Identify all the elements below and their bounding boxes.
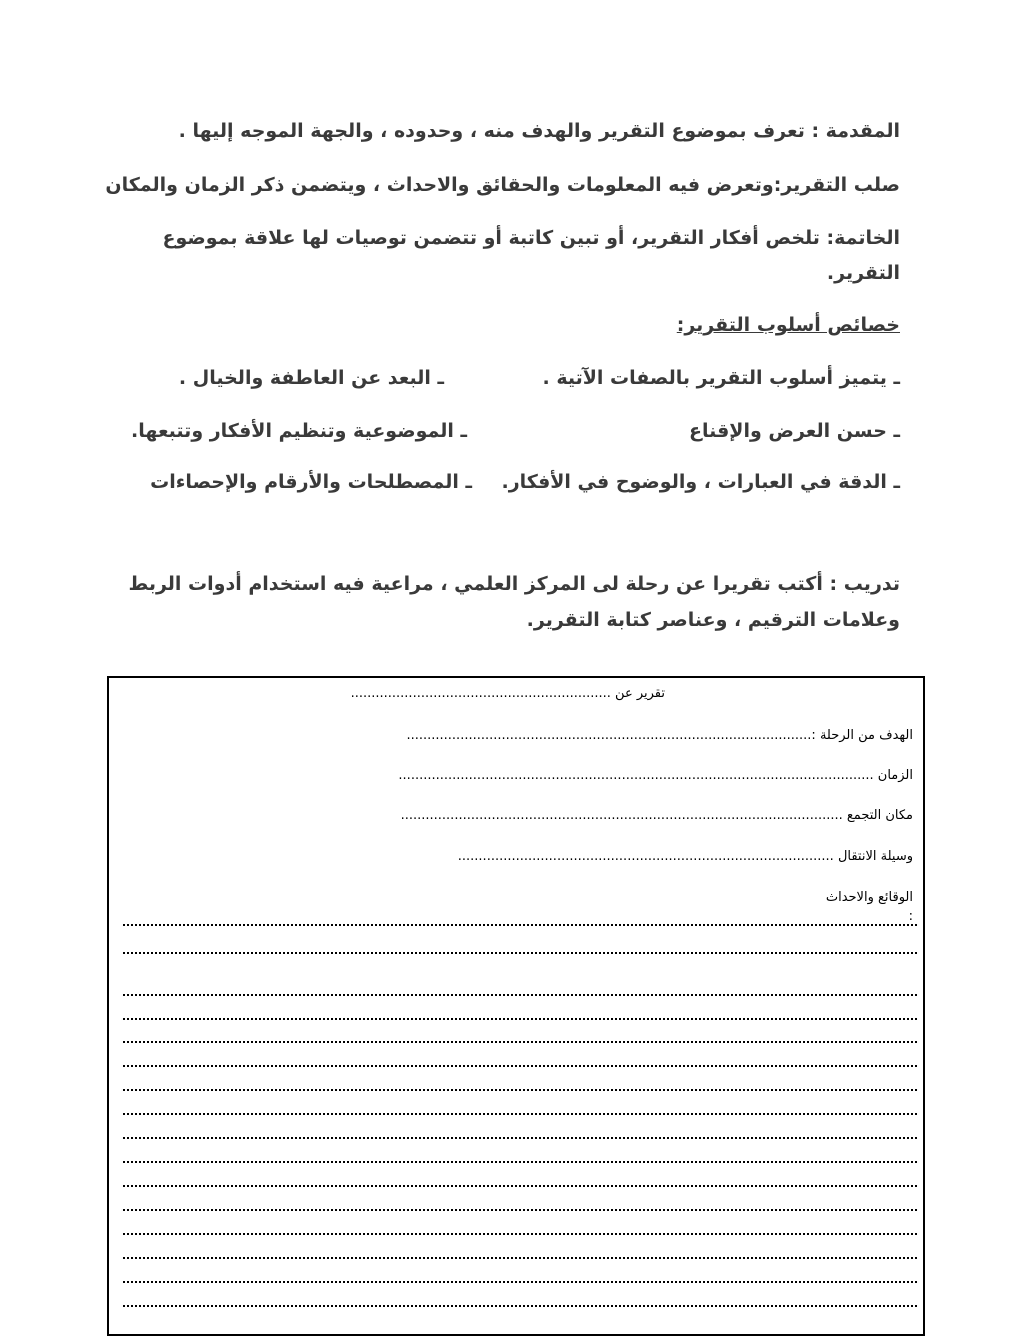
exercise-line-1: تدريب : أكتب تقريرا عن رحلة لى المركز العلمي ، مراعية فيه استخدام أدوات الربط — [128, 573, 900, 595]
conclusion-line-1: الخاتمة: تلخص أفكار التقرير، أو تبين كاتبة أو تتضمن توصيات لها علاقة بموضوع — [162, 227, 900, 249]
feature-1a: ـ يتميز أسلوب التقرير بالصفات الآتية . — [542, 367, 900, 389]
answer-line[interactable] — [123, 1055, 917, 1067]
form-place[interactable]: مكان التجمع ........................................................................................................... — [400, 808, 913, 823]
form-events-label: الوقائع والاحداث — [825, 890, 913, 905]
form-goal[interactable]: الهدف من الرحلة :.................................................................................................. — [406, 728, 913, 743]
answer-line[interactable] — [123, 1103, 917, 1115]
feature-3b: ـ المصطلحات والأرقام والإحصاءات — [150, 471, 472, 493]
answer-line[interactable] — [123, 1008, 917, 1020]
answer-line[interactable] — [123, 984, 917, 996]
feature-3a: ـ الدقة في العبارات ، والوضوح في الأفكار. — [501, 471, 900, 493]
intro-line: المقدمة : تعرف بموضوع التقرير والهدف منه ، وحدوده ، والجهة الموجه إليها . — [178, 120, 900, 142]
answer-line[interactable] — [123, 1151, 917, 1163]
form-title: تقرير عن ............................................................... — [350, 686, 665, 701]
form-transport[interactable]: وسيلة الانتقال ........................................................................................... — [457, 849, 913, 864]
form-events-colon: : — [908, 909, 913, 924]
answer-line[interactable] — [123, 1079, 917, 1091]
feature-2b: ـ الموضوعية وتنظيم الأفكار وتتبعها. — [131, 420, 467, 442]
feature-1b: ـ البعد عن العاطفة والخيال . — [178, 367, 444, 389]
report-form — [107, 676, 925, 1336]
answer-line[interactable] — [123, 1031, 917, 1043]
answer-line[interactable] — [123, 942, 917, 954]
answer-line[interactable] — [123, 1295, 917, 1307]
conclusion-line-2: التقرير. — [826, 262, 900, 284]
answer-line[interactable] — [123, 914, 917, 926]
answer-line[interactable] — [123, 1199, 917, 1211]
answer-line[interactable] — [123, 1247, 917, 1259]
exercise-line-2: وعلامات الترقيم ، وعناصر كتابة التقرير. — [526, 609, 900, 631]
feature-2a: ـ حسن العرض والإقناع — [689, 420, 900, 442]
features-heading: خصائص أسلوب التقرير: — [676, 314, 900, 336]
answer-line[interactable] — [123, 1175, 917, 1187]
answer-line[interactable] — [123, 1127, 917, 1139]
form-time[interactable]: الزمان ................................................................................................................... — [398, 768, 913, 783]
body-line: صلب التقرير:وتعرض فيه المعلومات والحقائق والاحداث ، ويتضمن ذكر الزمان والمكان — [105, 174, 900, 196]
answer-line[interactable] — [123, 1271, 917, 1283]
answer-line[interactable] — [123, 1223, 917, 1235]
